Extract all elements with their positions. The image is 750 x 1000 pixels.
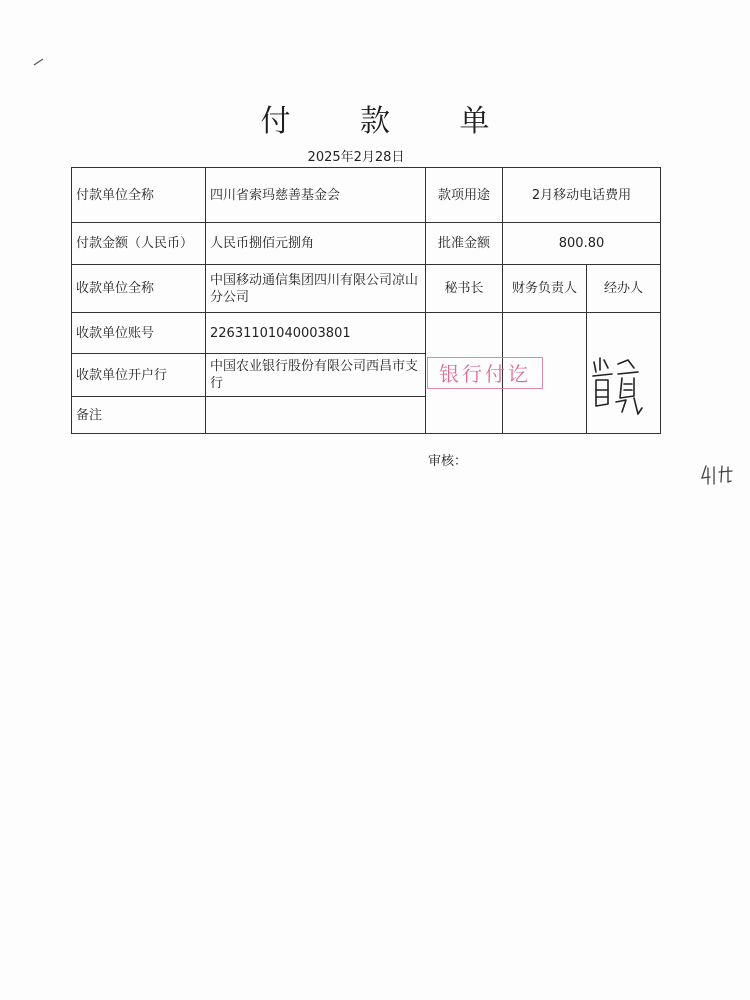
amount-value: 人民币捌佰元捌角 <box>206 223 426 265</box>
finance-head-label: 财务负责人 <box>503 265 587 313</box>
bank-paid-stamp: 银行付讫 <box>427 357 543 389</box>
approved-amount-value: 800.80 <box>503 223 661 265</box>
payment-form-table <box>71 167 661 434</box>
table-row <box>72 168 661 223</box>
purpose-label: 款项用途 <box>426 168 503 223</box>
payer-label: 付款单位全称 <box>72 168 206 223</box>
payee-label: 收款单位全称 <box>72 265 206 313</box>
remark-value <box>206 397 426 434</box>
handler-label: 经办人 <box>587 265 661 313</box>
approved-amount-label: 批准金额 <box>426 223 503 265</box>
handwritten-signature-icon <box>588 350 648 420</box>
account-value: 22631101040003801 <box>206 313 426 354</box>
audit-label: 审核： <box>428 454 468 469</box>
remark-label: 备注 <box>72 397 206 434</box>
pen-mark-icon <box>33 58 45 66</box>
table-row <box>72 313 661 354</box>
document-date: 2025年2月28日 <box>307 150 405 165</box>
page-title: 付 款 单 <box>260 104 520 139</box>
bank-label: 收款单位开户行 <box>72 354 206 397</box>
payee-value: 中国移动通信集团四川有限公司凉山分公司 <box>206 265 426 313</box>
payer-value: 四川省索玛慈善基金会 <box>206 168 426 223</box>
secretary-label: 秘书长 <box>426 265 503 313</box>
account-label: 收款单位账号 <box>72 313 206 354</box>
purpose-value: 2月移动电话费用 <box>503 168 661 223</box>
table-row <box>72 223 661 265</box>
amount-label: 付款金额（人民币） <box>72 223 206 265</box>
table-row <box>72 265 661 313</box>
handwritten-page-number-icon <box>700 462 736 490</box>
bank-value: 中国农业银行股份有限公司西昌市支行 <box>206 354 426 397</box>
